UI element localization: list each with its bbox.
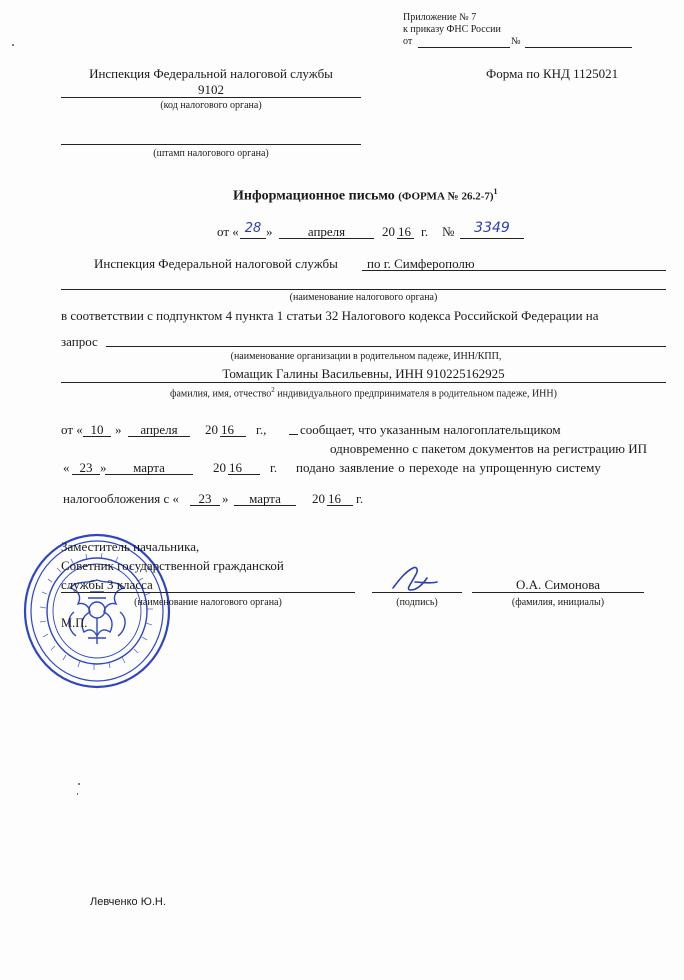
app-month: марта [133,460,165,475]
tax-year-suffix: г. [356,491,364,506]
header-code: 9102 [198,82,224,97]
document-number: 3349 [474,220,510,236]
app-from: « [63,460,70,475]
scan-speck [77,793,78,795]
sign-position-3: службы 3 класса [61,577,153,592]
req-close: » [115,422,122,437]
date-day: 28 [244,221,262,236]
body-entrepreneur: Томащик Галины Васильевны, ИНН 910225162925 [222,366,505,381]
app-year: 16 [229,460,242,475]
title-main: Информационное письмо [233,188,395,204]
req-month-line [128,436,190,437]
tax-close: » [222,491,229,506]
body-inspection-prefix: Инспекция Федеральной налоговой службы [94,256,338,271]
body-person-caption [61,386,666,399]
header-stamp-caption: (штамп налогового органа) [153,148,269,159]
document-title [233,187,498,205]
appendix-date-line [418,47,510,48]
sign-signature-caption: (подпись) [396,597,438,608]
tax-month: марта [249,491,281,506]
req-year: 16 [221,422,234,437]
date-year-suffix: г. [421,224,429,239]
body-legal-basis: в соответствии с подпунктом 4 пункта 1 статьи 32 Налогового кодекса Российской Федерации на [61,308,599,323]
app-month-line [105,474,193,475]
date-close: » [266,224,273,239]
header-stamp-line [61,144,361,145]
app-day: 23 [79,460,93,475]
number-line [460,238,524,239]
req-together: одновременно с пакетом документов на регистрацию ИП [330,441,648,456]
req-dash-line [289,434,298,435]
signer-line [472,592,644,593]
form-code: Форма по КНД 1125021 [486,66,619,81]
scan-speck [12,44,14,46]
person-caption-a: фамилия, имя, отчество [170,388,272,400]
date-from: от « [217,224,239,239]
app-year-line [228,474,260,475]
tax-year: 16 [328,491,341,506]
date-year: 16 [398,224,411,239]
body-authority-line [61,289,666,290]
handwritten-signature-icon [385,562,445,594]
sign-authority-caption: (наименование налогового органа) [134,597,282,608]
sign-position-2: Советник государственной гражданской [61,558,284,573]
signer-caption: (фамилия, инициалы) [511,597,605,608]
seal-place-label: М.П. [61,616,88,630]
tax-day: 23 [198,491,212,506]
app-year-prefix: 20 [213,460,226,475]
official-seal-icon [22,532,172,690]
req-month: апреля [140,422,178,437]
app-year-suffix: г. [270,460,278,475]
tax-from: налогообложения с « [63,491,180,506]
appendix-number-label: № [511,36,521,47]
req-year-suffix: г., [256,422,267,437]
body-org-caption: (наименование организации в родительном падеже, ИНН/КПП, [230,351,502,362]
header-inspection: Инспекция Федеральной налоговой службы [89,66,333,81]
number-label: № [442,224,455,239]
appendix-line-2: к приказу ФНС России [403,24,501,35]
req-year-line [220,436,246,437]
appendix-number-line [525,47,632,48]
date-month-line [279,238,374,239]
body-inspection-name: по г. Симферополю [367,256,475,271]
title-footnote: 1 [493,187,498,196]
tax-day-line [190,505,220,506]
req-day: 10 [90,422,104,437]
appendix-line-1: Приложение № 7 [403,12,477,23]
appendix-from-label: от [403,36,413,47]
req-year-prefix: 20 [205,422,218,437]
sign-signature-line [372,592,462,593]
body-request-label: запрос [61,334,98,349]
sign-position-1: Заместитель начальника, [61,539,200,554]
tax-year-prefix: 20 [312,491,325,506]
date-year-line [397,238,414,239]
req-from: от « [61,422,83,437]
app-close: » [100,460,107,475]
date-year-prefix: 20 [382,224,395,239]
header-code-caption: (код налогового органа) [160,100,262,111]
req-reports: сообщает, что указанным налогоплательщиком [300,422,561,437]
signer-name: О.А. Симонова [515,577,601,592]
app-day-line [72,474,100,475]
sign-authority-line [61,592,355,593]
req-day-line [83,436,111,437]
body-authority-caption: (наименование налогового органа) [289,292,438,303]
person-caption-sup: 2 [271,386,275,394]
tax-year-line [327,505,353,506]
app-text: подано заявление о переходе на упрощенную систему [296,460,601,475]
executor-name: Левченко Ю.Н. [90,896,166,908]
title-form: (ФОРМА № 26.2-7) [398,190,494,203]
header-code-line [61,97,361,98]
body-inspection-line [362,270,666,271]
date-day-line [240,238,266,239]
tax-month-line [234,505,296,506]
body-request-line [106,346,666,347]
body-entrepreneur-line [61,382,666,383]
person-caption-b: индивидуального предпринимателя в родительном падеже, ИНН) [274,388,557,400]
scan-speck [78,783,80,785]
date-month: апреля [307,224,346,239]
